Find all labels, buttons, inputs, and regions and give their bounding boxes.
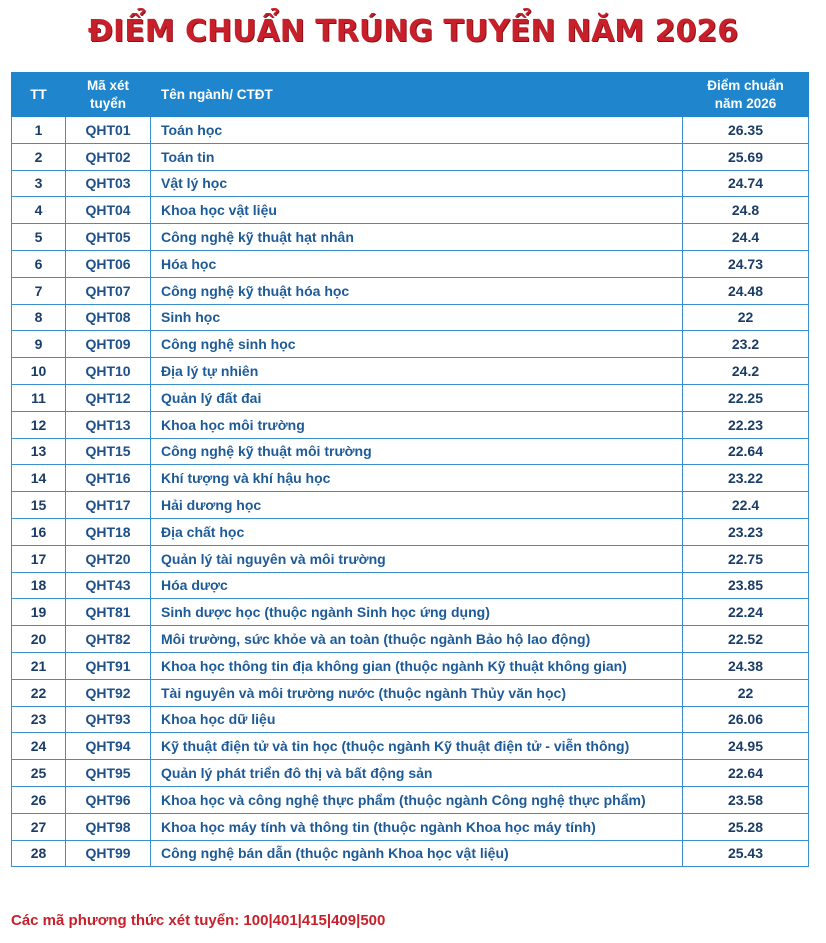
row-tt: 25 (12, 760, 66, 787)
row-score: 24.73 (683, 250, 809, 277)
row-name: Địa lý tự nhiên (151, 358, 683, 385)
footer-note: Các mã phương thức xét tuyển: 100|401|415|409|500 (11, 912, 386, 929)
row-code: QHT07 (66, 277, 151, 304)
page-title: ĐIỂM CHUẨN TRÚNG TUYỂN NĂM 2026 (87, 14, 739, 49)
row-score: 24.74 (683, 170, 809, 197)
table-row (12, 170, 809, 197)
row-tt: 22 (12, 679, 66, 706)
row-tt: 8 (12, 304, 66, 331)
row-tt: 3 (12, 170, 66, 197)
table-row (12, 599, 809, 626)
table-row (12, 706, 809, 733)
row-name: Công nghệ kỹ thuật môi trường (151, 438, 683, 465)
row-score: 24.48 (683, 277, 809, 304)
table-row (12, 813, 809, 840)
row-code: QHT03 (66, 170, 151, 197)
row-tt: 16 (12, 518, 66, 545)
row-score: 23.22 (683, 465, 809, 492)
row-code: QHT96 (66, 786, 151, 813)
row-name: Sinh dược học (thuộc ngành Sinh học ứng dụng) (151, 599, 683, 626)
row-score: 26.06 (683, 706, 809, 733)
row-tt: 27 (12, 813, 66, 840)
row-score: 25.43 (683, 840, 809, 867)
table-row (12, 411, 809, 438)
row-score: 22.64 (683, 438, 809, 465)
row-name: Quản lý tài nguyên và môi trường (151, 545, 683, 572)
row-code: QHT16 (66, 465, 151, 492)
row-name: Khoa học máy tính và thông tin (thuộc ngành Khoa học máy tính) (151, 813, 683, 840)
row-code: QHT82 (66, 626, 151, 653)
table-row (12, 384, 809, 411)
row-tt: 7 (12, 277, 66, 304)
table-row (12, 197, 809, 224)
row-score: 26.35 (683, 117, 809, 144)
row-code: QHT17 (66, 492, 151, 519)
row-tt: 10 (12, 358, 66, 385)
row-name: Khí tượng và khí hậu học (151, 465, 683, 492)
row-name: Khoa học vật liệu (151, 197, 683, 224)
row-tt: 5 (12, 224, 66, 251)
row-score: 22.24 (683, 599, 809, 626)
row-code: QHT08 (66, 304, 151, 331)
row-score: 22.64 (683, 760, 809, 787)
row-score: 22.75 (683, 545, 809, 572)
row-tt: 14 (12, 465, 66, 492)
header-score (683, 73, 809, 117)
row-score: 23.85 (683, 572, 809, 599)
row-code: QHT10 (66, 358, 151, 385)
table-row (12, 277, 809, 304)
table-row (12, 626, 809, 653)
row-score: 25.69 (683, 143, 809, 170)
row-tt: 19 (12, 599, 66, 626)
row-code: QHT94 (66, 733, 151, 760)
row-name: Khoa học và công nghệ thực phẩm (thuộc ngành Công nghệ thực phẩm) (151, 786, 683, 813)
row-code: QHT98 (66, 813, 151, 840)
row-score: 22.25 (683, 384, 809, 411)
row-name: Khoa học dữ liệu (151, 706, 683, 733)
table-row (12, 331, 809, 358)
row-code: QHT18 (66, 518, 151, 545)
row-code: QHT06 (66, 250, 151, 277)
table-row (12, 760, 809, 787)
row-tt: 13 (12, 438, 66, 465)
row-tt: 26 (12, 786, 66, 813)
row-code: QHT20 (66, 545, 151, 572)
table-row (12, 117, 809, 144)
row-code: QHT02 (66, 143, 151, 170)
table-row (12, 224, 809, 251)
row-name: Quản lý đất đai (151, 384, 683, 411)
row-name: Môi trường, sức khỏe và an toàn (thuộc ngành Bảo hộ lao động) (151, 626, 683, 653)
row-score: 24.8 (683, 197, 809, 224)
row-code: QHT09 (66, 331, 151, 358)
row-name: Hải dương học (151, 492, 683, 519)
row-score: 22 (683, 679, 809, 706)
row-score: 23.58 (683, 786, 809, 813)
table-row (12, 572, 809, 599)
row-tt: 24 (12, 733, 66, 760)
row-name: Công nghệ kỹ thuật hóa học (151, 277, 683, 304)
table-row (12, 438, 809, 465)
row-name: Công nghệ kỹ thuật hạt nhân (151, 224, 683, 251)
row-tt: 11 (12, 384, 66, 411)
row-code: QHT05 (66, 224, 151, 251)
row-tt: 12 (12, 411, 66, 438)
table-row (12, 465, 809, 492)
row-name: Khoa học môi trường (151, 411, 683, 438)
table-row (12, 679, 809, 706)
row-score: 22.52 (683, 626, 809, 653)
row-name: Vật lý học (151, 170, 683, 197)
table-row (12, 545, 809, 572)
table-body (12, 117, 809, 867)
row-tt: 1 (12, 117, 66, 144)
row-name: Công nghệ sinh học (151, 331, 683, 358)
header-score-label: Điểm chuẩn năm 2026 (707, 77, 784, 111)
row-score: 24.95 (683, 733, 809, 760)
row-tt: 28 (12, 840, 66, 867)
row-name: Công nghệ bán dẫn (thuộc ngành Khoa học vật liệu) (151, 840, 683, 867)
table-row (12, 840, 809, 867)
row-score: 24.4 (683, 224, 809, 251)
row-code: QHT13 (66, 411, 151, 438)
row-name: Sinh học (151, 304, 683, 331)
row-name: Địa chất học (151, 518, 683, 545)
table-row (12, 518, 809, 545)
row-code: QHT92 (66, 679, 151, 706)
row-name: Toán học (151, 117, 683, 144)
table-row (12, 304, 809, 331)
row-score: 22.4 (683, 492, 809, 519)
row-tt: 15 (12, 492, 66, 519)
row-name: Quản lý phát triển đô thị và bất động sản (151, 760, 683, 787)
row-tt: 4 (12, 197, 66, 224)
row-tt: 6 (12, 250, 66, 277)
row-score: 24.38 (683, 652, 809, 679)
row-code: QHT95 (66, 760, 151, 787)
row-name: Khoa học thông tin địa không gian (thuộc ngành Kỹ thuật không gian) (151, 652, 683, 679)
row-name: Tài nguyên và môi trường nước (thuộc ngành Thủy văn học) (151, 679, 683, 706)
row-tt: 20 (12, 626, 66, 653)
row-score: 24.2 (683, 358, 809, 385)
table-row (12, 786, 809, 813)
row-code: QHT91 (66, 652, 151, 679)
row-code: QHT93 (66, 706, 151, 733)
table-row (12, 492, 809, 519)
admission-scores-table (11, 72, 809, 867)
row-code: QHT12 (66, 384, 151, 411)
row-name: Hóa dược (151, 572, 683, 599)
row-name: Hóa học (151, 250, 683, 277)
row-tt: 17 (12, 545, 66, 572)
row-name: Kỹ thuật điện tử và tin học (thuộc ngành Kỹ thuật điện tử - viễn thông) (151, 733, 683, 760)
header-tt: TT (12, 73, 66, 117)
row-code: QHT01 (66, 117, 151, 144)
table-row (12, 250, 809, 277)
row-code: QHT04 (66, 197, 151, 224)
table-header-row (12, 73, 809, 117)
row-tt: 21 (12, 652, 66, 679)
table-row (12, 733, 809, 760)
row-score: 23.23 (683, 518, 809, 545)
header-name: Tên ngành/ CTĐT (151, 73, 683, 117)
row-score: 25.28 (683, 813, 809, 840)
row-tt: 9 (12, 331, 66, 358)
header-code-label: Mã xét tuyển (86, 77, 130, 111)
table-row (12, 652, 809, 679)
row-code: QHT43 (66, 572, 151, 599)
row-tt: 23 (12, 706, 66, 733)
table-row (12, 358, 809, 385)
row-code: QHT99 (66, 840, 151, 867)
table-row (12, 143, 809, 170)
row-score: 23.2 (683, 331, 809, 358)
row-score: 22.23 (683, 411, 809, 438)
header-code (66, 73, 151, 117)
row-code: QHT81 (66, 599, 151, 626)
row-name: Toán tin (151, 143, 683, 170)
row-tt: 18 (12, 572, 66, 599)
row-tt: 2 (12, 143, 66, 170)
row-code: QHT15 (66, 438, 151, 465)
row-score: 22 (683, 304, 809, 331)
